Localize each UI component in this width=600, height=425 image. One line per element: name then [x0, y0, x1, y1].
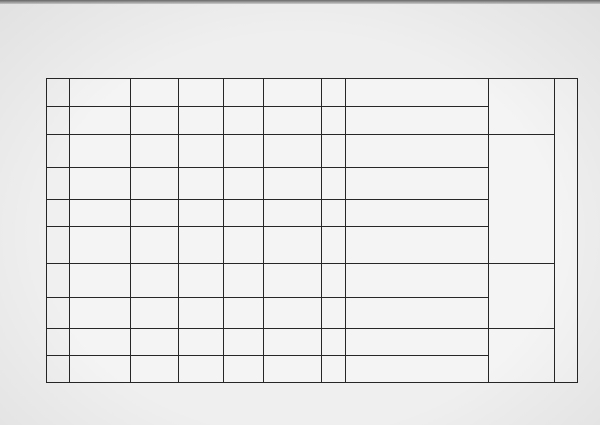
table-cell-method — [224, 264, 264, 298]
table-cell-dates — [264, 264, 322, 298]
table-cell-method — [224, 79, 264, 107]
table-cell-dates — [264, 200, 322, 227]
table-cell-method — [224, 135, 264, 168]
training-schedule-table — [46, 78, 578, 383]
table-cell-participants — [70, 168, 131, 200]
table-cell-participants — [70, 135, 131, 168]
table-cell-location — [179, 329, 224, 356]
table-cell-trainer — [131, 356, 179, 383]
table-cell-location — [179, 107, 224, 135]
table-cell-dates — [264, 168, 322, 200]
table-cell-location — [179, 135, 224, 168]
table-cell-dates — [264, 79, 322, 107]
table-cell-hours — [322, 264, 346, 298]
department-cell — [489, 329, 555, 383]
table-row — [47, 356, 578, 383]
table-cell-location — [179, 227, 224, 264]
table-cell-hours — [322, 227, 346, 264]
table-cell-trainer — [131, 264, 179, 298]
table-cell-content — [346, 168, 489, 200]
footer-mark — [140, 403, 200, 411]
table-cell-trainer — [131, 168, 179, 200]
table-cell-dates — [264, 227, 322, 264]
table-cell-empty — [47, 79, 70, 107]
table-cell-trainer — [131, 107, 179, 135]
table-row — [47, 107, 578, 135]
table-cell-dates — [264, 107, 322, 135]
table-cell-hours — [322, 107, 346, 135]
table-cell-content — [346, 264, 489, 298]
table-cell-empty — [47, 135, 70, 168]
table-body — [47, 79, 578, 383]
table-cell-hours — [322, 168, 346, 200]
table-cell-participants — [70, 79, 131, 107]
table-cell-empty — [47, 329, 70, 356]
table-cell-dates — [264, 356, 322, 383]
table-cell-method — [224, 356, 264, 383]
table-cell-content — [346, 227, 489, 264]
table-cell-hours — [322, 79, 346, 107]
table-cell-hours — [322, 356, 346, 383]
table-cell-location — [179, 298, 224, 329]
table-cell-method — [224, 200, 264, 227]
table-cell-empty — [47, 298, 70, 329]
table-cell-method — [224, 298, 264, 329]
table-cell-empty — [47, 200, 70, 227]
table-cell-content — [346, 107, 489, 135]
table-cell-hours — [322, 200, 346, 227]
department-cell — [489, 135, 555, 264]
table-cell-location — [179, 79, 224, 107]
table-cell-empty — [47, 264, 70, 298]
table-cell-content — [346, 356, 489, 383]
table-cell-trainer — [131, 200, 179, 227]
table-cell-content — [346, 298, 489, 329]
table-cell-method — [224, 227, 264, 264]
department-cell — [489, 264, 555, 329]
table-cell-method — [224, 107, 264, 135]
table-cell-hours — [322, 135, 346, 168]
table-cell-empty — [47, 107, 70, 135]
table-cell-trainer — [131, 227, 179, 264]
table-cell-dates — [264, 329, 322, 356]
table-cell-participants — [70, 200, 131, 227]
table-cell-location — [179, 356, 224, 383]
table-cell-location — [179, 264, 224, 298]
table-cell-location — [179, 200, 224, 227]
table-row — [47, 227, 578, 264]
table-row — [47, 298, 578, 329]
table-cell-trainer — [131, 329, 179, 356]
table-cell-participants — [70, 107, 131, 135]
table-cell-empty — [47, 168, 70, 200]
table-cell-hours — [322, 298, 346, 329]
table-cell-content — [346, 79, 489, 107]
table-cell-participants — [70, 329, 131, 356]
table-cell-content — [346, 200, 489, 227]
table-cell-participants — [70, 356, 131, 383]
table-cell-empty — [47, 356, 70, 383]
table-cell-method — [224, 168, 264, 200]
group-label — [555, 79, 578, 383]
table-cell-dates — [264, 298, 322, 329]
table-cell-empty — [47, 227, 70, 264]
table-cell-content — [346, 329, 489, 356]
department-cell — [489, 79, 555, 135]
table-cell-trainer — [131, 79, 179, 107]
table-cell-trainer — [131, 135, 179, 168]
table-cell-hours — [322, 329, 346, 356]
table-cell-participants — [70, 298, 131, 329]
table-cell-participants — [70, 227, 131, 264]
table-cell-method — [224, 329, 264, 356]
table-cell-content — [346, 135, 489, 168]
table-cell-location — [179, 168, 224, 200]
table-cell-dates — [264, 135, 322, 168]
table-cell-trainer — [131, 298, 179, 329]
table-cell-participants — [70, 264, 131, 298]
